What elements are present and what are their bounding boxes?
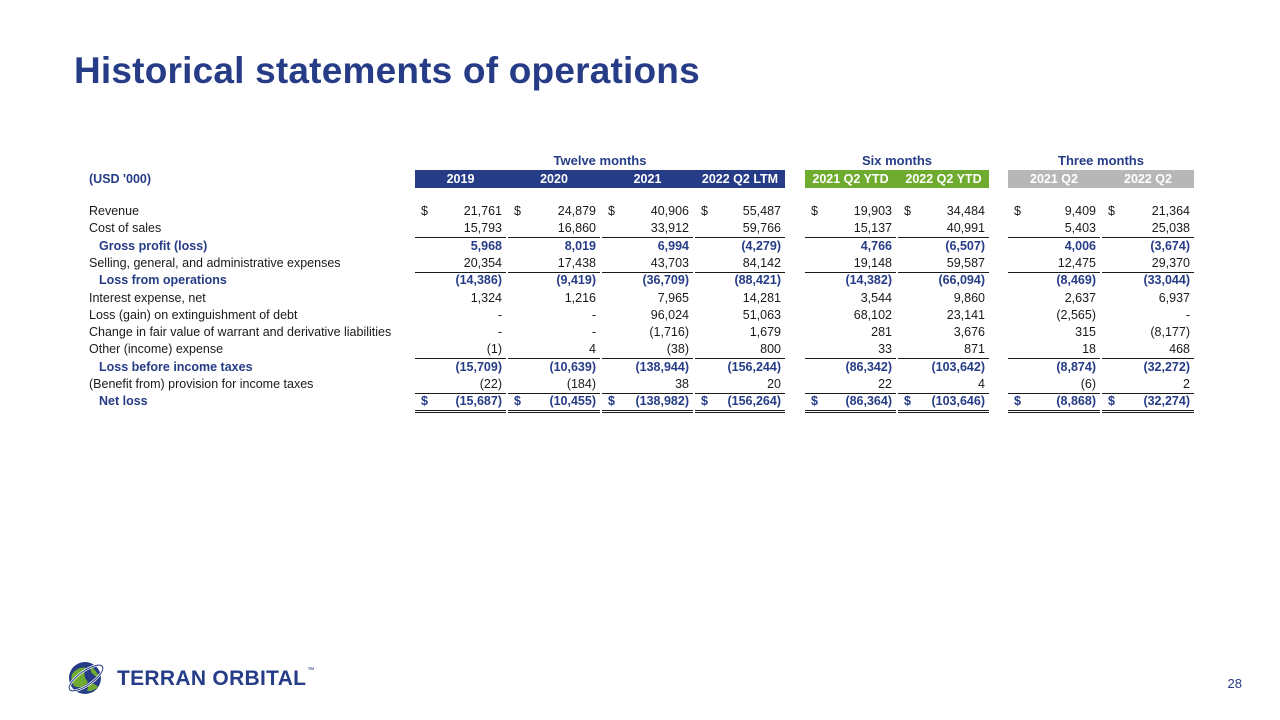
table-cell (602, 238, 693, 255)
table-cell (695, 341, 785, 359)
cell-value: 19,148 (853, 255, 892, 270)
cell-value: 12,475 (1057, 255, 1096, 270)
table-cell (1008, 359, 1100, 376)
cell-value: 34,484 (946, 204, 985, 218)
row-label: Selling, general, and administrative expenses (89, 255, 341, 270)
row-label: Loss (gain) on extinguishment of debt (89, 307, 298, 322)
cell-value: (14,382) (845, 273, 892, 288)
table-cell (508, 341, 600, 359)
table-cell (898, 393, 989, 413)
cell-value: 4,006 (1064, 238, 1096, 253)
table-row (0, 307, 1280, 324)
cell-value: (66,094) (938, 273, 985, 288)
column-header: 2022 Q2 (1124, 172, 1172, 186)
cell-value: (6) (1080, 377, 1096, 391)
currency-symbol: $ (608, 204, 615, 218)
table-cell (508, 324, 600, 341)
row-label: Interest expense, net (89, 290, 206, 305)
table-cell (1102, 290, 1194, 307)
cell-value: 21,761 (463, 204, 502, 218)
cell-value: 15,137 (853, 221, 892, 236)
table-cell (898, 376, 989, 394)
cell-value: (8,874) (1056, 359, 1096, 374)
cell-value: 18 (1082, 342, 1096, 357)
table-cell (508, 307, 600, 324)
table-cell (695, 203, 785, 220)
page-number: 28 (1227, 676, 1242, 691)
table-cell (415, 307, 506, 324)
cell-value: 3,544 (860, 290, 892, 305)
table-cell (508, 376, 600, 394)
currency-symbol: $ (701, 204, 708, 218)
table-cell (602, 203, 693, 220)
cell-value: - (497, 307, 502, 322)
table-cell (695, 359, 785, 376)
cell-value: (1,716) (649, 325, 689, 340)
table-row (0, 272, 1280, 289)
row-label: Change in fair value of warrant and derivative liabilities (89, 325, 392, 340)
table-row (0, 359, 1280, 376)
table-cell (602, 220, 693, 238)
table-row (0, 203, 1280, 220)
table-cell (1102, 324, 1194, 341)
table-cell (602, 341, 693, 359)
table-cell (805, 341, 896, 359)
cell-value: 4 (978, 377, 985, 391)
cell-value: 6,937 (1158, 290, 1190, 305)
group-header-three-months: Three months (1058, 153, 1144, 168)
table-cell (1102, 393, 1194, 413)
row-label: Revenue (89, 204, 140, 218)
table-cell (898, 255, 989, 273)
row-label: Net loss (99, 394, 148, 409)
column-header: 2022 Q2 YTD (905, 172, 982, 186)
table-cell (805, 324, 896, 341)
table-cell (415, 255, 506, 273)
cell-value: 871 (964, 342, 985, 357)
table-cell (805, 376, 896, 394)
cell-value: 51,063 (742, 307, 781, 322)
cell-value: 19,903 (853, 204, 892, 218)
cell-value: 281 (871, 325, 892, 340)
cell-value: (8,469) (1056, 273, 1096, 288)
cell-value: - (591, 307, 596, 322)
table-cell (1008, 203, 1100, 220)
cell-value: (8,868) (1056, 394, 1096, 409)
table-cell (415, 324, 506, 341)
cell-value: 468 (1169, 342, 1190, 357)
table-cell (1102, 255, 1194, 273)
cell-value: (138,944) (635, 359, 689, 374)
table-cell (695, 255, 785, 273)
currency-symbol: $ (1108, 394, 1115, 409)
table-row (0, 341, 1280, 358)
cell-value: 1,216 (564, 290, 596, 305)
cell-value: 40,906 (650, 204, 689, 218)
cell-value: (32,274) (1143, 394, 1190, 409)
table-cell (1102, 376, 1194, 394)
table-cell (898, 272, 989, 289)
row-label: Loss from operations (99, 273, 227, 288)
table-cell (508, 359, 600, 376)
cell-value: 43,703 (650, 255, 689, 270)
currency-symbol: $ (1014, 394, 1021, 409)
cell-value: (138,982) (635, 394, 689, 409)
table-cell (415, 359, 506, 376)
table-row (0, 324, 1280, 341)
table-cell (898, 290, 989, 307)
cell-value: (4,279) (741, 238, 781, 253)
cell-value: (36,709) (642, 273, 689, 288)
cell-value: (156,244) (727, 359, 781, 374)
cell-value: - (497, 325, 502, 340)
cell-value: 2 (1183, 377, 1190, 391)
cell-value: (33,044) (1143, 273, 1190, 288)
table-cell (602, 359, 693, 376)
cell-value: (15,709) (455, 359, 502, 374)
cell-value: (3,674) (1150, 238, 1190, 253)
cell-value: 55,487 (742, 204, 781, 218)
cell-value: 4 (589, 342, 596, 357)
table-cell (805, 203, 896, 220)
cell-value: 9,409 (1064, 204, 1096, 218)
column-header: 2022 Q2 LTM (701, 172, 779, 186)
cell-value: (10,455) (549, 394, 596, 409)
globe-orbit-icon (64, 656, 108, 700)
cell-value: 20,354 (463, 255, 502, 270)
table-cell (805, 255, 896, 273)
terran-orbital-logo (64, 656, 108, 705)
cell-value: 33 (878, 342, 892, 357)
cell-value: 22 (878, 377, 892, 391)
table-cell (898, 238, 989, 255)
table-row (0, 238, 1280, 255)
cell-value: 38 (675, 377, 689, 391)
table-cell (898, 307, 989, 324)
table-cell (1008, 324, 1100, 341)
table-row (0, 393, 1280, 410)
row-label: Other (income) expense (89, 342, 224, 357)
cell-value: 84,142 (742, 255, 781, 270)
table-row (0, 290, 1280, 307)
row-label: Loss before income taxes (99, 359, 253, 374)
table-cell (602, 324, 693, 341)
cell-value: 6,994 (657, 238, 689, 253)
column-header: 2020 (540, 172, 568, 186)
cell-value: (22) (479, 377, 502, 391)
cell-value: (15,687) (455, 394, 502, 409)
column-header: 2021 (633, 172, 662, 186)
table-cell (508, 220, 600, 238)
cell-value: (156,264) (727, 394, 781, 409)
table-cell (415, 238, 506, 255)
table-cell (415, 203, 506, 220)
cell-value: 5,403 (1064, 221, 1096, 236)
table-cell (805, 307, 896, 324)
cell-value: 800 (760, 342, 781, 357)
table-cell (805, 272, 896, 289)
currency-symbol: $ (514, 204, 521, 218)
table-cell (415, 341, 506, 359)
group-header-six-months: Six months (861, 153, 933, 168)
company-name: TERRAN ORBITAL™ (117, 667, 315, 690)
cell-value: (10,639) (549, 359, 596, 374)
table-cell (602, 307, 693, 324)
cell-value: (38) (666, 342, 689, 357)
currency-symbol: $ (701, 394, 708, 409)
table-cell (1008, 290, 1100, 307)
cell-value: 14,281 (742, 290, 781, 305)
table-cell (415, 272, 506, 289)
currency-symbol: $ (421, 204, 428, 218)
page-title: Historical statements of operations (74, 50, 700, 91)
table-cell (695, 324, 785, 341)
cell-value: (184) (566, 377, 596, 391)
column-header: 2019 (446, 172, 475, 186)
cell-value: 2,637 (1064, 290, 1096, 305)
table-cell (695, 238, 785, 255)
cell-value: (14,386) (455, 273, 502, 288)
cell-value: 33,912 (650, 221, 689, 236)
table-cell (695, 290, 785, 307)
table-row (0, 376, 1280, 393)
currency-symbol: $ (608, 394, 615, 409)
table-cell (1102, 359, 1194, 376)
table-cell (602, 393, 693, 413)
table-cell (602, 255, 693, 273)
table-cell (695, 393, 785, 413)
cell-value: 1,679 (749, 325, 781, 340)
cell-value: (6,507) (945, 238, 985, 253)
table-cell (508, 203, 600, 220)
table-cell (1102, 203, 1194, 220)
cell-value: 3,676 (953, 325, 985, 340)
cell-value: (103,642) (931, 359, 985, 374)
cell-value: (1) (486, 342, 502, 357)
cell-value: 15,793 (463, 221, 502, 236)
cell-value: (9,419) (556, 273, 596, 288)
table-cell (602, 376, 693, 394)
cell-value: 21,364 (1151, 204, 1190, 218)
table-cell (1008, 272, 1100, 289)
table-cell (1102, 238, 1194, 255)
table-cell (1008, 238, 1100, 255)
cell-value: 59,587 (946, 255, 985, 270)
cell-value: 8,019 (564, 238, 596, 253)
cell-value: (32,272) (1143, 359, 1190, 374)
row-label: (Benefit from) provision for income taxes (89, 377, 314, 391)
table-cell (602, 290, 693, 307)
currency-symbol: $ (421, 394, 428, 409)
table-cell (695, 220, 785, 238)
cell-value: 5,968 (470, 238, 502, 253)
table-cell (898, 220, 989, 238)
cell-value: 1,324 (470, 290, 502, 305)
table-cell (415, 376, 506, 394)
table-cell (508, 290, 600, 307)
cell-value: 96,024 (650, 307, 689, 322)
table-cell (1008, 220, 1100, 238)
table-cell (898, 341, 989, 359)
currency-symbol: $ (904, 204, 911, 218)
group-header-twelve-months: Twelve months (553, 153, 647, 168)
cell-value: 20 (767, 377, 781, 391)
table-cell (1008, 341, 1100, 359)
cell-value: 4,766 (860, 238, 892, 253)
table-cell (1102, 307, 1194, 324)
table-cell (695, 376, 785, 394)
cell-value: (86,364) (845, 394, 892, 409)
table-row (0, 220, 1280, 237)
column-header: 2021 Q2 (1030, 172, 1078, 186)
table-cell (508, 255, 600, 273)
currency-symbol: $ (514, 394, 521, 409)
table-cell (898, 324, 989, 341)
row-label: Gross profit (loss) (99, 238, 208, 253)
table-cell (805, 238, 896, 255)
cell-value: (103,646) (931, 394, 985, 409)
table-cell (415, 220, 506, 238)
currency-symbol: $ (1014, 204, 1021, 218)
currency-symbol: $ (811, 394, 818, 409)
table-cell (805, 359, 896, 376)
cell-value: - (591, 325, 596, 340)
table-cell (898, 359, 989, 376)
row-label: Cost of sales (89, 221, 162, 236)
cell-value: 59,766 (742, 221, 781, 236)
cell-value: (88,421) (734, 273, 781, 288)
column-header: 2021 Q2 YTD (812, 172, 889, 186)
table-cell (1008, 393, 1100, 413)
table-cell (415, 393, 506, 413)
table-cell (695, 307, 785, 324)
cell-value: 23,141 (946, 307, 985, 322)
cell-value: (2,565) (1056, 307, 1096, 322)
table-cell (805, 220, 896, 238)
cell-value: 17,438 (557, 255, 596, 270)
cell-value: 25,038 (1151, 221, 1190, 236)
table-cell (1008, 255, 1100, 273)
table-cell (1102, 220, 1194, 238)
cell-value: 7,965 (657, 290, 689, 305)
table-cell (602, 272, 693, 289)
cell-value: 40,991 (946, 221, 985, 236)
table-cell (1008, 307, 1100, 324)
cell-value: 9,860 (953, 290, 985, 305)
table-cell (1102, 272, 1194, 289)
table-row (0, 255, 1280, 272)
cell-value: - (1185, 307, 1190, 322)
table-cell (508, 393, 600, 413)
unit-label: (USD '000) (89, 172, 152, 186)
currency-symbol: $ (811, 204, 818, 218)
table-cell (805, 393, 896, 413)
currency-symbol: $ (904, 394, 911, 409)
table-cell (898, 203, 989, 220)
table-cell (1102, 341, 1194, 359)
currency-symbol: $ (1108, 204, 1115, 218)
table-cell (695, 272, 785, 289)
cell-value: (8,177) (1150, 325, 1190, 340)
cell-value: 24,879 (557, 204, 596, 218)
cell-value: 16,860 (557, 221, 596, 236)
cell-value: 29,370 (1151, 255, 1190, 270)
cell-value: 68,102 (853, 307, 892, 322)
cell-value: (86,342) (845, 359, 892, 374)
table-cell (508, 238, 600, 255)
table-cell (1008, 376, 1100, 394)
cell-value: 315 (1075, 325, 1096, 340)
table-cell (508, 272, 600, 289)
table-cell (805, 290, 896, 307)
table-cell (415, 290, 506, 307)
